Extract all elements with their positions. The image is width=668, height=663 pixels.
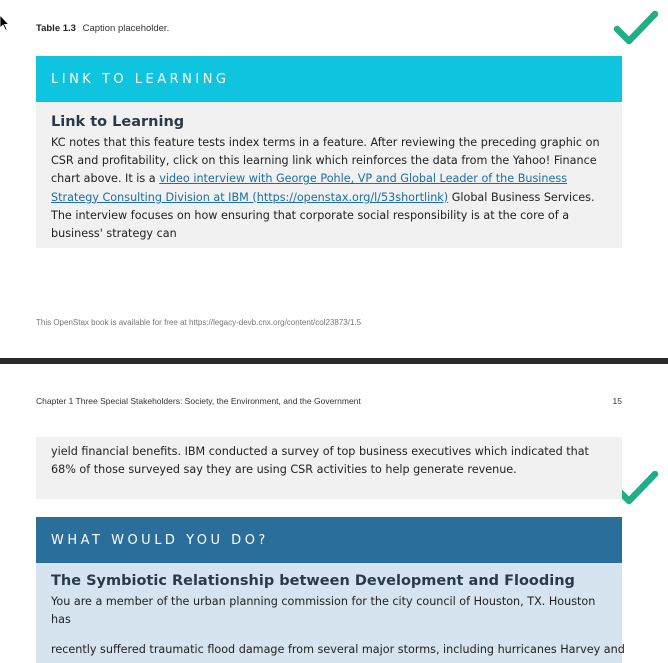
paragraph-text: KC notes that this feature tests index terms in a feature. After reviewing the preceding graphic on CSR and profitability, click on this learning link which reinforces the data from the Yahoo! Finance chart above. It is a	[51, 136, 600, 186]
link-to-learning-feature	[36, 56, 622, 248]
table-number: Table 1.3	[36, 23, 76, 34]
checkmark-icon	[614, 10, 658, 46]
page-number: 15	[612, 396, 622, 406]
video-interview-link[interactable]: video interview with George Pohle, VP and Global Leader of the Business Strategy Consulting Division at IBM (https://openstax.org/l/53shortlink)	[51, 172, 568, 204]
feature-paragraph	[51, 134, 607, 243]
feature-title: The Symbiotic Relationship between Development and Flooding	[51, 573, 575, 589]
continuation-paragraph: yield financial benefits. IBM conducted a survey of top business executives which indicated that 68% of those surveyed say they are using CSR activities to help generate revenue.	[51, 445, 589, 477]
feature-continuation	[36, 437, 622, 499]
what-would-you-do-feature	[36, 517, 625, 657]
table-caption	[36, 23, 169, 34]
feature-paragraph-line: You are a member of the urban planning commission for the city council of Houston, TX. Houston has	[51, 595, 596, 627]
running-head	[36, 396, 622, 406]
feature-header: WHAT WOULD YOU DO?	[36, 517, 622, 563]
table-caption-text: Caption placeholder.	[82, 23, 170, 34]
feature-paragraph-line-cut	[51, 629, 625, 657]
paragraph-text: Global Business Services. The interview focuses on how ensuring that corporate social responsibility is at the core of a business' strategy can	[51, 190, 595, 241]
feature-body	[36, 563, 625, 663]
paragraph-text: recently suffered traumatic flood damage from several major storms, including hurricanes Harvey and	[51, 643, 625, 657]
mouse-pointer-icon	[0, 15, 10, 31]
page-footer-note: This OpenStax book is available for free at https://legacy-devb.cnx.org/content/col23873/1.5	[36, 318, 362, 327]
feature-title: Link to Learning	[51, 114, 185, 130]
page-divider	[0, 358, 668, 364]
chapter-title: Chapter 1 Three Special Stakeholders: Society, the Environment, and the Government	[36, 396, 361, 406]
feature-header: LINK TO LEARNING	[36, 56, 622, 102]
feature-body	[36, 102, 622, 248]
